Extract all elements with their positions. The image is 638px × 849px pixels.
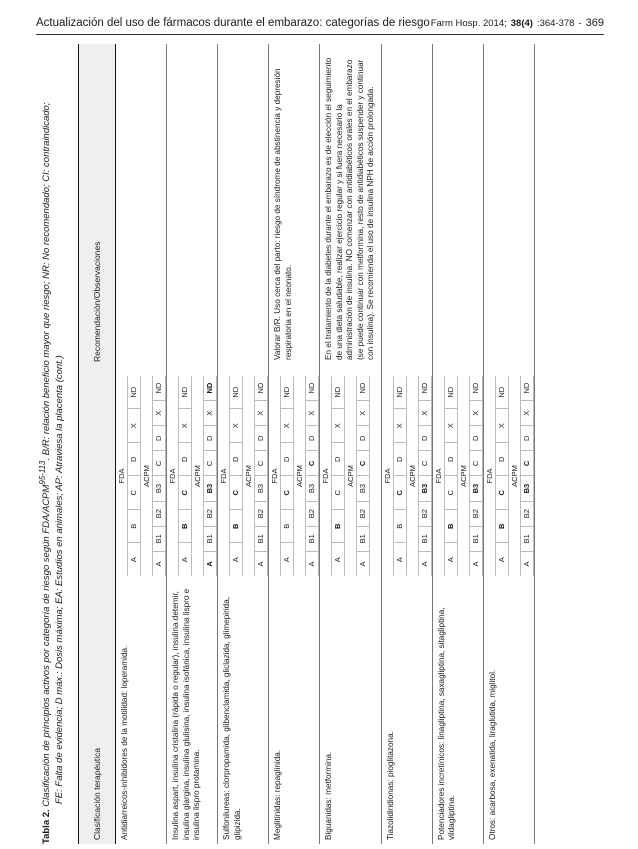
drug-class: Sulfonilureas: clorpropamida, glibenclamida, gliclazida, glimepirida, glipizida. [218, 576, 269, 844]
table-row [269, 44, 320, 844]
fda-label: FDA [320, 376, 332, 576]
category-cell: X [204, 400, 216, 425]
table-row [167, 44, 218, 844]
acpm-row [470, 376, 483, 576]
category-cell: ND [394, 386, 404, 398]
category-cell: B3 [470, 476, 482, 501]
acpm-label: ACPM [141, 376, 153, 576]
caption-line1: Clasificación de principios activos por categoría de riesgo según FDA/ACPM [41, 484, 53, 807]
table-row [432, 44, 483, 844]
acpm-row [306, 376, 319, 576]
category-cell: C [128, 476, 140, 510]
risk-categories [218, 366, 269, 576]
category-cell: B3 [153, 476, 165, 501]
fda-row [281, 376, 294, 576]
category-cell: A [470, 551, 482, 576]
category-cell: ND [333, 386, 342, 398]
category-cell: D [496, 442, 508, 476]
risk-categories [483, 366, 534, 576]
category-cell: B [496, 509, 508, 543]
observations [167, 44, 218, 366]
drug-class: Meglitinidas: repaglinida. [269, 576, 320, 844]
acpm-label: ACPM [192, 376, 204, 576]
category-cell: ND [154, 382, 163, 394]
acpm-row [204, 376, 217, 576]
table-row [381, 44, 432, 844]
category-cell: X [521, 400, 533, 425]
category-cell: X [153, 400, 165, 425]
category-grid [382, 376, 432, 576]
category-cell: X [332, 409, 344, 443]
drug-class: Antidiarreicos-inhibidores de la motilidad: loperamida. [116, 576, 167, 844]
running-header [36, 12, 604, 35]
category-cell: A [179, 543, 191, 577]
observations [116, 44, 167, 366]
risk-categories [381, 366, 432, 576]
risk-table [78, 44, 535, 844]
fda-label: FDA [116, 376, 128, 576]
fda-label: FDA [218, 376, 230, 576]
category-cell: ND [419, 382, 429, 394]
acpm-row [153, 376, 166, 576]
table-row [218, 44, 269, 844]
col-classification: Clasificación terapéutica [79, 576, 116, 844]
fda-label: FDA [167, 376, 179, 576]
category-cell: ND [129, 386, 138, 398]
category-cell: ND [470, 382, 480, 394]
acpm-label: ACPM [509, 376, 521, 576]
drug-class: Tiazolidindionas: pioglitazona. [381, 576, 432, 844]
acpm-label: ACPM [458, 376, 470, 576]
category-cell: A [521, 551, 533, 576]
fda-label: FDA [484, 376, 496, 576]
category-cell: ND [282, 386, 291, 398]
observations [483, 44, 534, 366]
separator: - [578, 17, 582, 29]
category-cell: A [281, 543, 293, 577]
category-cell: C [521, 450, 533, 475]
table-header-row [79, 44, 116, 844]
category-cell: B1 [204, 526, 216, 551]
category-cell: B3 [204, 476, 216, 501]
fda-row [332, 376, 345, 576]
category-cell: X [496, 409, 508, 443]
category-cell: A [153, 551, 165, 576]
category-cell: B [281, 509, 293, 543]
category-cell: A [332, 543, 344, 577]
category-cell: B [128, 509, 140, 543]
observations [432, 44, 483, 366]
table-row [320, 44, 382, 844]
category-cell: B1 [521, 526, 533, 551]
category-cell: A [496, 543, 508, 577]
category-cell: B3 [306, 476, 318, 501]
category-cell: B2 [255, 501, 267, 526]
observations [381, 44, 432, 366]
category-cell: X [281, 409, 293, 443]
fda-row [230, 376, 243, 576]
category-cell: B1 [357, 526, 369, 551]
category-cell: C [419, 450, 431, 475]
page-number: 369 [585, 17, 604, 29]
category-cell: D [153, 425, 165, 450]
category-cell: C [153, 450, 165, 475]
table-body [116, 44, 535, 844]
risk-categories [167, 366, 218, 576]
category-cell: B [445, 509, 457, 543]
category-cell: X [230, 409, 242, 443]
category-cell: C [496, 476, 508, 510]
category-cell: X [470, 400, 482, 425]
category-cell: C [470, 450, 482, 475]
category-cell: B3 [357, 476, 369, 501]
category-cell: X [306, 400, 318, 425]
caption-line1-end: . B/R: relación beneficio mayor que riesgo; NR: No recomendado; CI: contraindicado; [41, 102, 53, 461]
category-cell: ND [358, 382, 367, 394]
acpm-label: ACPM [243, 376, 255, 576]
fda-label: FDA [382, 376, 394, 576]
risk-categories [269, 366, 320, 576]
category-cell: D [521, 425, 533, 450]
category-cell: X [128, 409, 140, 443]
category-cell: D [445, 442, 457, 476]
category-grid [320, 376, 370, 576]
category-cell: D [306, 425, 318, 450]
acpm-row [357, 376, 370, 576]
category-cell: ND [445, 386, 455, 398]
category-grid [167, 376, 217, 576]
category-cell: A [445, 543, 457, 577]
fda-row [496, 376, 509, 576]
category-cell: ND [496, 386, 506, 398]
category-cell: D [470, 425, 482, 450]
drug-class: Potenciadores incretínicos: linagliptina, saxagliptina, sitagliptina, vildagliptina. [432, 576, 483, 844]
category-cell: D [128, 442, 140, 476]
category-cell: B2 [470, 501, 482, 526]
risk-categories [432, 366, 483, 576]
fda-row [179, 376, 192, 576]
running-title: Actualización del uso de fármacos durante el embarazo: categorías de riesgo [36, 17, 430, 29]
category-cell: C [179, 476, 191, 510]
category-cell: B2 [357, 501, 369, 526]
category-cell: B [394, 509, 406, 543]
category-cell: C [445, 476, 457, 510]
category-cell: B3 [255, 476, 267, 501]
category-cell: C [255, 450, 267, 475]
category-cell: X [419, 400, 431, 425]
category-cell: A [306, 551, 318, 576]
citation [431, 17, 604, 29]
table-caption [36, 44, 76, 844]
category-cell: B2 [521, 501, 533, 526]
category-cell: B3 [521, 476, 533, 501]
table-row [483, 44, 534, 844]
caption-line2: FE: Falta de evidencia; D máx.: Dosis máxima; EA: Estudios en animales; AP: Atraviesa la placenta (cont.) [54, 355, 66, 804]
acpm-label: ACPM [407, 376, 419, 576]
drug-class: Biguanidas: metformina. [320, 576, 382, 844]
category-cell: D [281, 442, 293, 476]
risk-categories [320, 366, 382, 576]
category-cell: B1 [255, 526, 267, 551]
category-cell: X [179, 409, 191, 443]
category-cell: D [230, 442, 242, 476]
category-cell: B2 [419, 501, 431, 526]
category-cell: B3 [419, 476, 431, 501]
category-grid [433, 376, 483, 576]
acpm-row [521, 376, 534, 576]
rotated-table-container [36, 44, 606, 844]
fda-row [445, 376, 458, 576]
category-cell: A [128, 543, 140, 577]
acpm-row [419, 376, 432, 576]
category-cell: D [394, 442, 406, 476]
category-cell: B [230, 509, 242, 543]
category-cell: C [281, 476, 293, 510]
category-cell: ND [231, 386, 240, 398]
category-cell: ND [521, 382, 531, 394]
category-grid [218, 376, 268, 576]
category-cell: B2 [153, 501, 165, 526]
acpm-label: ACPM [294, 376, 306, 576]
category-cell: C [204, 450, 216, 475]
category-cell: B [179, 509, 191, 543]
acpm-row [255, 376, 268, 576]
category-cell: C [332, 476, 344, 510]
category-cell: ND [205, 382, 214, 394]
journal: Farm Hosp. 2014; [430, 17, 507, 29]
category-cell: C [357, 450, 369, 475]
caption-refs: 95-113 [38, 460, 47, 485]
category-cell: A [394, 543, 406, 577]
category-cell: D [179, 442, 191, 476]
table-row [116, 44, 167, 844]
category-cell: X [394, 409, 406, 443]
col-categories [79, 366, 116, 576]
category-cell: ND [307, 382, 316, 394]
category-cell: X [357, 400, 369, 425]
category-cell: C [394, 476, 406, 510]
category-cell: D [419, 425, 431, 450]
category-cell: B2 [204, 501, 216, 526]
category-cell: B1 [306, 526, 318, 551]
category-cell: D [357, 425, 369, 450]
category-cell: ND [180, 386, 189, 398]
drug-class: Otros: acarbosa, exenatida, liraglutida, miglitol. [483, 576, 534, 844]
category-cell: A [204, 551, 216, 576]
rotated-page [36, 44, 606, 844]
observations: En el tratamiento de la diabetes durante el embarazo es de elección el seguimiento de una dieta saludable, realizar ejercicio regular y si fuera necesario la administración de insulina. NO comenzar con antidiabéticos orales en el embarazo (se puede continuar con metformina, resto de antidiabéticos suspender y continuar con insulina). Se recomienda el uso de insulina NPH de acción prolongada. [320, 44, 382, 366]
category-grid [484, 376, 534, 576]
category-cell: C [306, 450, 318, 475]
category-cell: D [204, 425, 216, 450]
category-cell: A [255, 551, 267, 576]
category-cell: A [230, 543, 242, 577]
category-cell: X [255, 400, 267, 425]
fda-row [394, 376, 407, 576]
category-cell: B [332, 509, 344, 543]
category-cell: X [445, 409, 457, 443]
drug-class: Insulina aspart, insulina cristalina (rápida o regular), insulina detemir, insulina glargina, insulina glulisina, insulina isofánica, insulina lispro e insulina lispro protamina. [167, 576, 218, 844]
category-cell: ND [256, 382, 265, 394]
category-cell: B1 [419, 526, 431, 551]
category-cell: D [255, 425, 267, 450]
category-cell: B1 [470, 526, 482, 551]
category-cell: C [230, 476, 242, 510]
category-grid [116, 376, 166, 576]
volume: 38(4) [510, 17, 533, 29]
acpm-label: ACPM [345, 376, 357, 576]
fda-label: FDA [433, 376, 445, 576]
caption-label: Tabla 2. [41, 809, 53, 844]
category-grid [269, 376, 319, 576]
category-cell: B2 [306, 501, 318, 526]
risk-categories [116, 366, 167, 576]
fda-row [128, 376, 141, 576]
col-observations: Recomendación/Observaciones [79, 44, 116, 366]
pages: :364-378 [536, 17, 575, 29]
category-cell: A [357, 551, 369, 576]
category-cell: D [332, 442, 344, 476]
category-cell: A [419, 551, 431, 576]
category-cell: B1 [153, 526, 165, 551]
fda-label: FDA [269, 376, 281, 576]
observations [218, 44, 269, 366]
observations: Valorar B/R. Uso cerca del parto: riesgo de síndrome de abstinencia y depresión respiratoria en el neonato. [269, 44, 320, 366]
